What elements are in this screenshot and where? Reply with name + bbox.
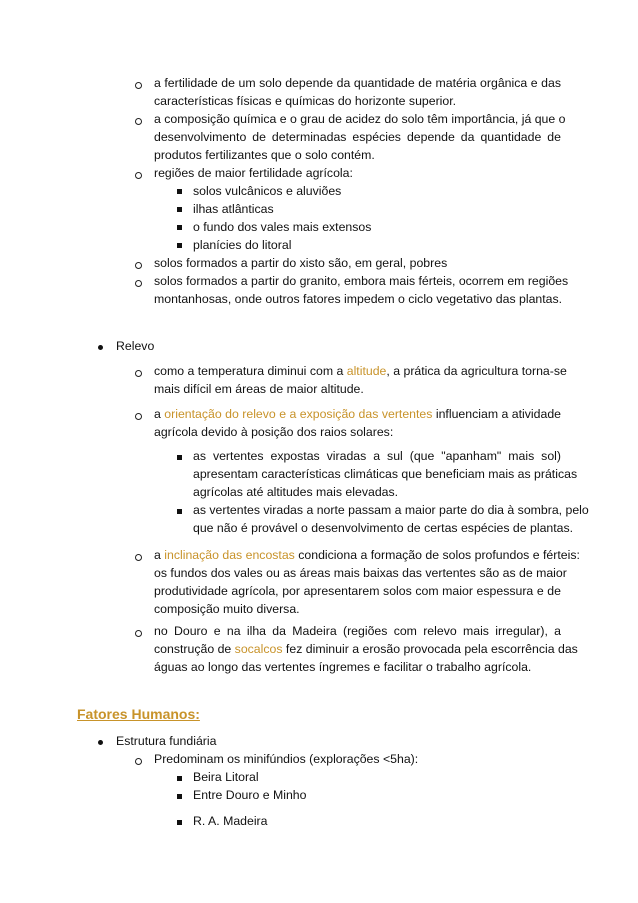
- text-fragment: influenciam a atividade: [432, 407, 562, 421]
- square-bullet-icon: [177, 776, 182, 781]
- square-bullet-icon: [177, 794, 182, 799]
- square-bullet-icon: [177, 189, 182, 194]
- square-bullet-icon: [177, 225, 182, 230]
- circle-bullet-icon: [135, 370, 142, 377]
- disc-bullet-icon: [98, 345, 103, 350]
- subitem-solos-vulcanicos: solos vulcânicos e aluviões: [193, 184, 342, 198]
- square-bullet-icon: [177, 509, 182, 514]
- highlight-inclinacao: inclinação das encostas: [164, 548, 295, 562]
- text-fragment: como a temperatura diminui com a: [154, 364, 347, 378]
- disc-bullet-icon: [98, 740, 103, 745]
- section-heading-fatores-humanos: Fatores Humanos:: [77, 706, 200, 722]
- list-item-xisto: [154, 254, 561, 272]
- text-fragment: fez diminuir a erosão provocada pela escorrência das: [282, 642, 578, 656]
- text-line: [154, 640, 578, 658]
- text-line: [154, 362, 567, 380]
- subitem-minifundios: Predominam os minifúndios (explorações <5ha):: [154, 752, 419, 766]
- subitem-fundo-vales: o fundo dos vales mais extensos: [193, 220, 372, 234]
- highlight-orientacao: orientação do relevo e a exposição das vertentes: [164, 407, 433, 421]
- highlight-socalcos: socalcos: [234, 642, 283, 656]
- text-line: agrícola devido à posição dos raios solares:: [154, 425, 394, 439]
- text-line: a composição química e o grau de acidez do solo têm importância, já que o: [154, 112, 566, 126]
- subitem-ilhas: ilhas atlânticas: [193, 202, 274, 216]
- circle-bullet-icon: [135, 172, 142, 179]
- text-fragment: condiciona a formação de solos profundos e férteis:: [294, 548, 580, 562]
- relevo-item-inclinacao: [154, 546, 580, 618]
- relevo-item-altitude: [154, 362, 567, 398]
- circle-bullet-icon: [135, 118, 142, 125]
- text-line: agrícolas até altitudes mais elevadas.: [193, 485, 399, 499]
- square-bullet-icon: [177, 207, 182, 212]
- text-line: [154, 546, 580, 564]
- text-line: [154, 405, 561, 423]
- list-item-fertilidade: [154, 74, 561, 110]
- text-line: montanhosas, onde outros fatores impedem o ciclo vegetativo das plantas.: [154, 292, 563, 306]
- text-fragment: a: [154, 407, 165, 421]
- circle-bullet-icon: [135, 280, 142, 287]
- text-line: que não é provável o desenvolvimento de certas espécies de plantas.: [193, 521, 574, 535]
- square-bullet-icon: [177, 455, 182, 460]
- text-line: composição muito diversa.: [154, 602, 300, 616]
- text-fragment: a: [154, 548, 165, 562]
- text-line: apresentam características climáticas que beneficiam mais as práticas: [193, 467, 578, 481]
- subitem-vertentes-sul: [193, 447, 578, 501]
- square-bullet-icon: [177, 820, 182, 825]
- circle-bullet-icon: [135, 554, 142, 561]
- text-line: mais difícil em áreas de maior altitude.: [154, 382, 364, 396]
- text-line: regiões de maior fertilidade agrícola:: [154, 166, 353, 180]
- text-line: as vertentes viradas a norte passam a maior parte do dia à sombra, pelo: [193, 503, 589, 517]
- item-estrutura-fundiaria: Estrutura fundiária: [116, 734, 217, 748]
- subsubitem-beira-litoral: Beira Litoral: [193, 770, 259, 784]
- subsubitem-entre-douro-minho: Entre Douro e Minho: [193, 788, 307, 802]
- circle-bullet-icon: [135, 82, 142, 89]
- text-line: os fundos dos vales ou as áreas mais baixas das vertentes são as de maior: [154, 566, 567, 580]
- text-line: solos formados a partir do granito, embora mais férteis, ocorrem em regiões: [154, 274, 569, 288]
- text-line: no Douro e na ilha da Madeira (regiões com relevo mais irregular), a: [154, 624, 561, 638]
- section-title-relevo: Relevo: [116, 339, 155, 353]
- circle-bullet-icon: [135, 262, 142, 269]
- subitem-planicies: planícies do litoral: [193, 238, 292, 252]
- text-line: características físicas e químicas do horizonte superior.: [154, 94, 457, 108]
- relevo-item-orientacao: [154, 405, 561, 441]
- text-line: desenvolvimento de determinadas espécies depende da quantidade de: [154, 130, 561, 144]
- circle-bullet-icon: [135, 758, 142, 765]
- relevo-item-socalcos: [154, 622, 578, 676]
- text-line: águas ao longo das vertentes íngremes e facilitar o trabalho agrícola.: [154, 660, 532, 674]
- list-item-composicao: [154, 110, 566, 164]
- text-line: produtividade agrícola, por apresentarem solos com maior espessura e de: [154, 584, 561, 598]
- highlight-altitude: altitude: [346, 364, 387, 378]
- list-item-regioes: [154, 164, 561, 182]
- list-item-granito: [154, 272, 569, 308]
- text-fragment: construção de: [154, 642, 235, 656]
- subitem-vertentes-norte: [193, 501, 589, 537]
- text-line: produtos fertilizantes que o solo contém.: [154, 148, 375, 162]
- circle-bullet-icon: [135, 413, 142, 420]
- circle-bullet-icon: [135, 630, 142, 637]
- subsubitem-madeira: R. A. Madeira: [193, 814, 268, 828]
- text-line: a fertilidade de um solo depende da quantidade de matéria orgânica e das: [154, 76, 561, 90]
- square-bullet-icon: [177, 243, 182, 248]
- text-line: solos formados a partir do xisto são, em geral, pobres: [154, 256, 448, 270]
- text-fragment: , a prática da agricultura torna-se: [386, 364, 567, 378]
- text-line: as vertentes expostas viradas a sul (que "apanham" mais sol): [193, 449, 561, 463]
